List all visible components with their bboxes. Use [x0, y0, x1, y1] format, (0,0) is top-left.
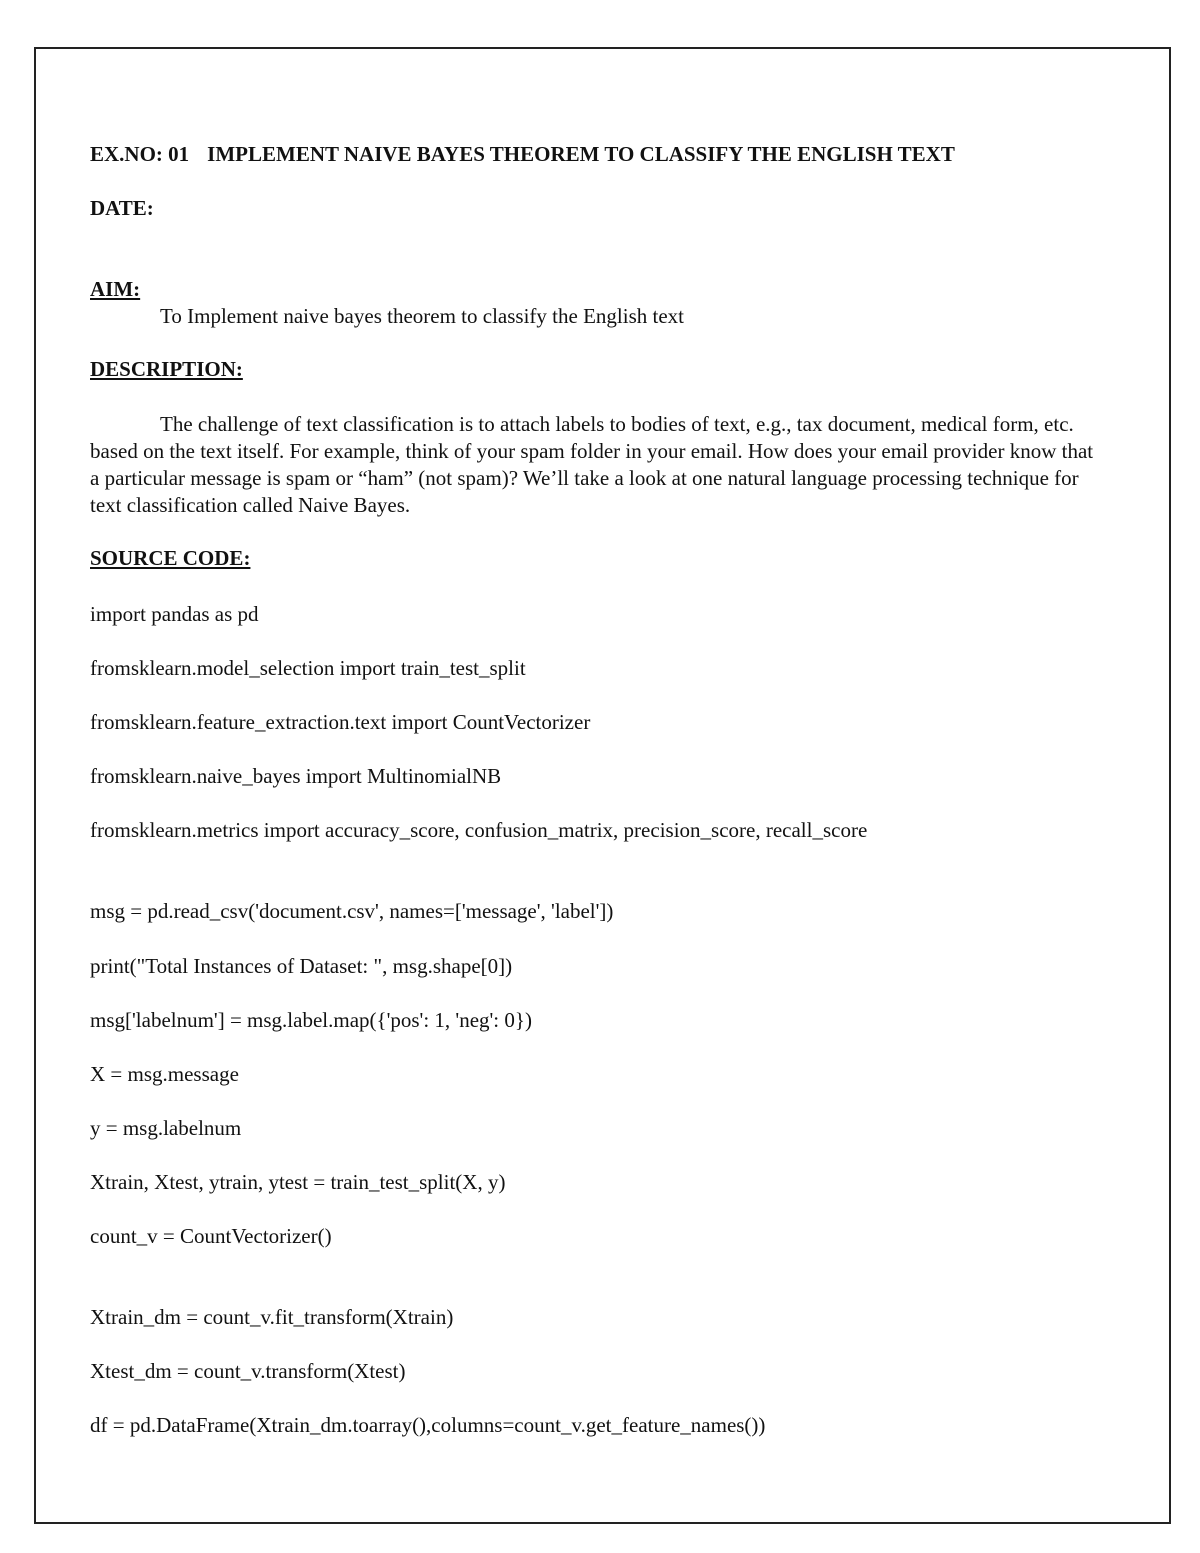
code-line: fromsklearn.model_selection import train_test_split [90, 656, 526, 680]
description-paragraph: The challenge of text classification is to attach labels to bodies of text, e.g., tax document, medical form, etc. based on the text itself. For example, think of your spam folder in your email. How does your email provider know that a particular message is spam or “ham” (not spam)? We’ll take a look at one natural language processing technique for text classification called Naive Bayes. [90, 412, 1094, 517]
code-line: X = msg.message [90, 1062, 239, 1086]
exercise-title-line [90, 141, 955, 167]
code-line: print("Total Instances of Dataset: ", msg.shape[0]) [90, 954, 513, 978]
aim-heading: AIM: [90, 277, 141, 301]
code-line: y = msg.labelnum [90, 1116, 242, 1140]
code-line: Xtrain, Xtest, ytrain, ytest = train_test_split(X, y) [90, 1170, 506, 1194]
exercise-number: EX.NO: 01 [90, 142, 190, 166]
aim-text: To Implement naive bayes theorem to classify the English text [160, 304, 684, 328]
code-line: fromsklearn.metrics import accuracy_score, confusion_matrix, precision_score, recall_score [90, 818, 868, 842]
code-line: Xtrain_dm = count_v.fit_transform(Xtrain) [90, 1305, 454, 1329]
code-line: fromsklearn.feature_extraction.text import CountVectorizer [90, 710, 591, 734]
exercise-title: IMPLEMENT NAIVE BAYES THEOREM TO CLASSIFY THE ENGLISH TEXT [207, 142, 955, 166]
code-line: df = pd.DataFrame(Xtrain_dm.toarray(),columns=count_v.get_feature_names()) [90, 1413, 766, 1437]
description-heading: DESCRIPTION: [90, 357, 243, 381]
source-code-heading: SOURCE CODE: [90, 546, 251, 570]
code-line: msg = pd.read_csv('document.csv', names=['message', 'label']) [90, 899, 614, 923]
code-line: import pandas as pd [90, 602, 259, 626]
code-line: fromsklearn.naive_bayes import MultinomialNB [90, 764, 502, 788]
code-line: Xtest_dm = count_v.transform(Xtest) [90, 1359, 406, 1383]
code-line: msg['labelnum'] = msg.label.map({'pos': 1, 'neg': 0}) [90, 1008, 532, 1032]
date-label: DATE: [90, 196, 154, 220]
code-line: count_v = CountVectorizer() [90, 1224, 332, 1248]
